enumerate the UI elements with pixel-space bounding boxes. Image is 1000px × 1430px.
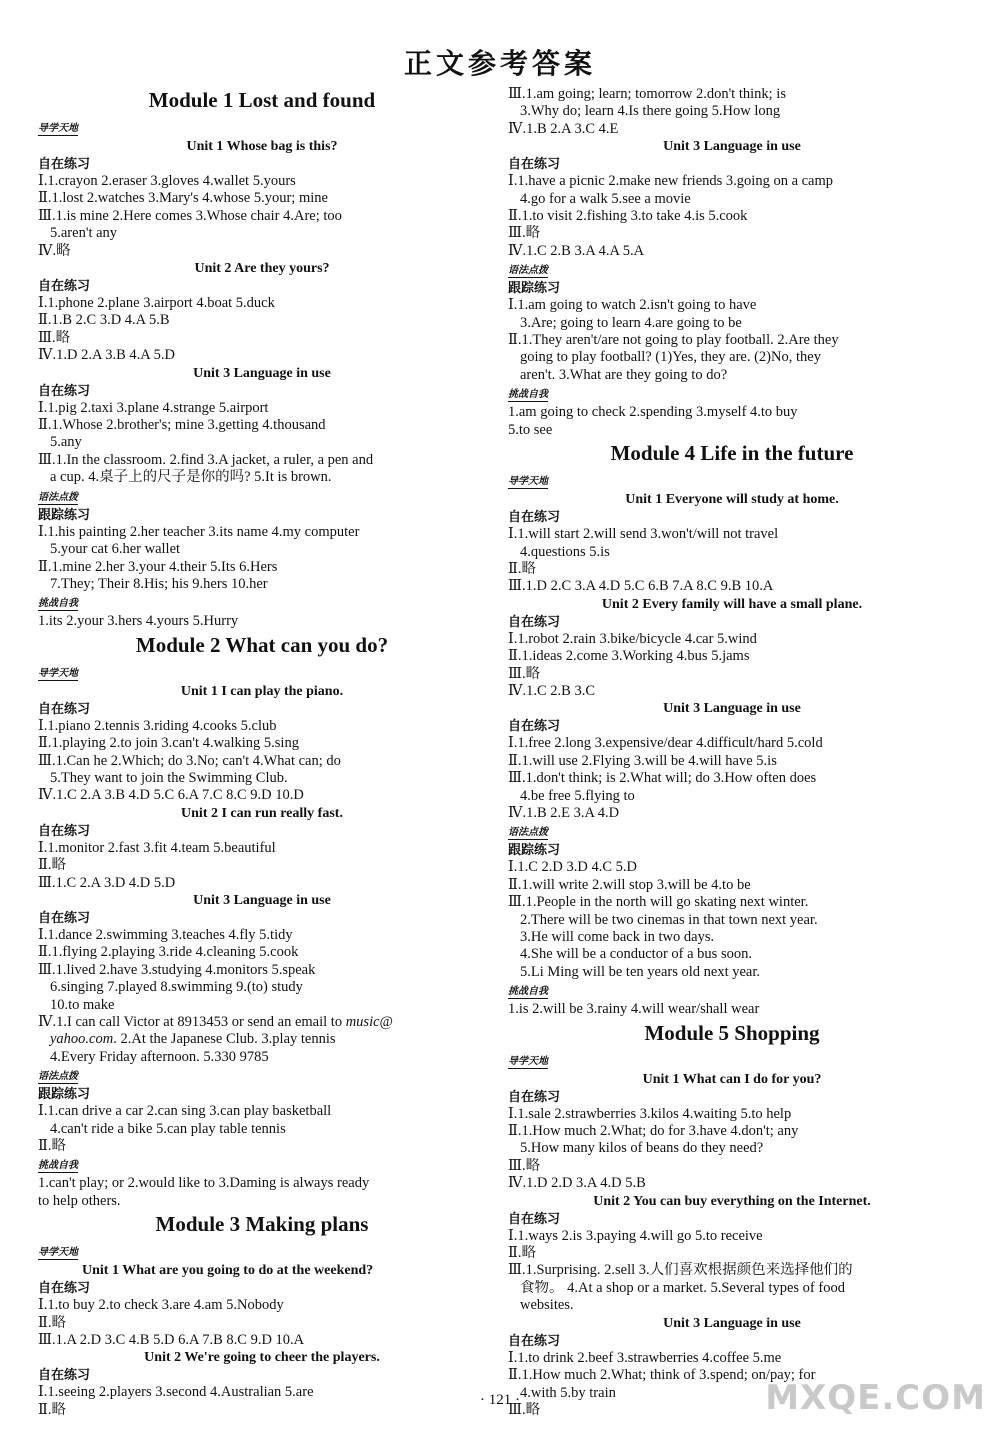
page-number: · 121 · [480,1392,520,1408]
unit-title: Unit 2 Every family will have a small plane. [601,596,863,612]
answer-line: Ⅰ.1.crayon 2.eraser 3.gloves 4.wallet 5.yours [38,173,296,189]
answer-line: 4.go for a walk 5.see a movie [520,190,691,207]
answer-line: Ⅲ.1.C 2.A 3.D 4.D 5.D [38,874,176,891]
answer-line: 3.He will come back in two days. [520,929,715,945]
exercise-heading: 自在练习 [508,157,561,173]
exercise-heading: 自在练习 [508,1333,561,1349]
answer-line: websites. [520,1297,574,1314]
answer-line: Ⅲ.1.don't think; is 2.What will; do 3.How often does [508,770,817,787]
section-label: 导学天地 [508,1055,548,1067]
section-label: 挑战自我 [508,389,548,401]
exercise-heading: 自在练习 [508,510,561,526]
answer-line: Ⅲ.略 [508,1401,541,1418]
page-title: 正文参考答案 [403,47,596,80]
unit-title: Unit 1 I can play the piano. [180,683,344,699]
answer-line: 食物。 4.At a shop or a market. 5.Several types of food [520,1279,845,1296]
watermark-logo: MXQE.COM [765,1378,986,1418]
answer-line: a cup. 4.桌子上的尺子是你的吗? 5.It is brown. [50,469,332,486]
answer-line: Ⅰ.1.his painting 2.her teacher 3.its name 4.my computer [38,523,360,540]
answer-line: Ⅳ.略 [38,242,71,259]
answer-line: Ⅱ.1.flying 2.playing 3.ride 4.cleaning 5.cook [38,944,299,961]
answer-line: Ⅰ.1.am going to watch 2.isn't going to have [508,297,757,314]
answer-text: . 2.At the Japanese Club. 3.play tennis [113,1031,336,1048]
exercise-heading: 自在练习 [508,1211,561,1227]
answer-line: Ⅱ.略 [38,1138,66,1155]
section-label: 导学天地 [508,476,548,488]
exercise-heading: 自在练习 [38,701,91,717]
answer-line: Ⅰ.1.robot 2.rain 3.bike/bicycle 4.car 5.wind [508,630,757,647]
answer-line: Ⅰ.1.have a picnic 2.make new friends 3.going on a camp [508,173,834,190]
section-label: 挑战自我 [508,986,548,998]
unit-title: Unit 2 Are they yours? [194,261,330,277]
exercise-heading: 自在练习 [38,383,91,399]
answer-line: Ⅰ.1.sale 2.strawberries 3.kilos 4.waiting 5.to help [508,1105,792,1122]
section-label: 语法点拨 [38,491,78,503]
answer-line: Ⅲ.略 [508,225,541,242]
module-title: Module 5 Shopping [644,1020,820,1045]
answer-line: Ⅰ.1.C 2.D 3.D 4.C 5.D [508,859,637,876]
answer-line: Ⅳ.1.C 2.B 3.C [508,682,595,699]
answer-line: Ⅲ.1.A 2.D 3.C 4.B 5.D 6.A 7.B 8.C 9.D 10.A [38,1332,305,1349]
unit-title: Unit 3 Language in use [663,139,801,155]
exercise-heading: 自在练习 [508,719,561,735]
unit-title: Unit 3 Language in use [663,1315,801,1331]
answer-line: Ⅲ.1.People in the north will go skating next winter. [508,894,809,911]
answer-line: Ⅰ.1.monitor 2.fast 3.fit 4.team 5.beautiful [38,839,276,856]
answer-line: 4.She will be a conductor of a bus soon. [520,946,752,963]
answer-text: Ⅳ.1.I can call Victor at 8913453 or send an email to [38,1014,346,1030]
exercise-heading: 跟踪练习 [38,1087,91,1103]
email-text: music@ [345,1014,393,1030]
answer-line: Ⅱ.1.ideas 2.come 3.Working 4.bus 5.jams [508,648,750,665]
answer-line: 4.Every Friday afternoon. 5.330 9785 [50,1048,269,1065]
section-label: 导学天地 [38,123,78,134]
answer-line: Ⅲ.1.In the classroom. 2.find 3.A jacket, a ruler, a pen and [38,451,374,468]
section-label: 导学天地 [38,1247,78,1259]
answer-line: 1.can't play; or 2.would like to 3.Daming is always ready [38,1175,370,1192]
section-label: 挑战自我 [38,598,78,610]
answer-line: 10.to make [50,996,115,1013]
module-title: Module 3 Making plans [155,1212,369,1237]
answer-line: Ⅲ.1.Can he 2.Which; do 3.No; can't 4.What can; do [38,752,341,769]
exercise-heading: 自在练习 [508,614,561,630]
answer-line: 4.with 5.by train [520,1384,616,1401]
section-label: 挑战自我 [38,1160,78,1172]
answer-line: Ⅲ.略 [508,665,541,682]
email-text: yahoo.com [50,1031,114,1048]
answer-line: 6.singing 7.played 8.swimming 9.(to) study [50,979,303,996]
right-column [508,86,956,1419]
answer-line: 5.How many kilos of beans do they need? [520,1140,764,1157]
answer-line: Ⅱ.1.will write 2.will stop 3.will be 4.to be [508,876,751,893]
answer-line: Ⅰ.1.can drive a car 2.can sing 3.can play basketball [38,1103,332,1120]
answer-line: 5.Li Ming will be ten years old next year. [520,963,761,980]
answer-line: Ⅲ.1.am going; learn; tomorrow 2.don't think; is [508,86,786,102]
answer-line: Ⅳ.1.D 2.D 3.A 4.D 5.B [508,1175,646,1192]
answer-line: going to play football? (1)Yes, they are. (2)No, they [520,349,821,366]
module-title: Module 2 What can you do? [135,632,389,657]
unit-title: Unit 3 Language in use [193,365,331,381]
answer-line: Ⅱ.略 [508,560,536,577]
answer-line: Ⅱ.1.How much 2.What; do for 3.have 4.don't; any [508,1123,799,1140]
answer-line: Ⅱ.1.to visit 2.fishing 3.to take 4.is 5.cook [508,208,748,225]
answer-line: Ⅰ.1.to drink 2.beef 3.strawberries 4.coffee 5.me [508,1349,782,1366]
answer-line: Ⅲ.略 [38,329,71,346]
answer-line: 5.They want to join the Swimming Club. [50,769,288,786]
answer-line: Ⅳ.1.D 2.A 3.B 4.A 5.D [38,347,175,364]
unit-title: Unit 1 Whose bag is this? [186,139,338,154]
section-label: 语法点拨 [508,827,548,839]
answer-line: Ⅳ.1.B 2.A 3.C 4.E [508,120,619,137]
unit-title: Unit 3 Language in use [663,701,801,717]
answer-line: 1.its 2.your 3.hers 4.yours 5.Hurry [38,613,239,630]
answer-line: Ⅰ.1.seeing 2.players 3.second 4.Australian 5.are [38,1384,314,1401]
answer-line: 1.is 2.will be 3.rainy 4.will wear/shall wear [508,1001,760,1018]
section-label: 语法点拨 [508,265,548,277]
exercise-heading: 跟踪练习 [38,507,91,523]
answer-line: 5.aren't any [50,225,118,242]
exercise-heading: 自在练习 [508,1089,561,1105]
answer-line: Ⅲ.1.D 2.C 3.A 4.D 5.C 6.B 7.A 8.C 9.B 10.A [508,578,774,595]
exercise-heading: 自在练习 [38,1281,91,1297]
exercise-heading: 跟踪练习 [508,281,561,297]
answer-line: 7.They; Their 8.His; his 9.hers 10.her [50,575,268,592]
section-label: 语法点拨 [38,1071,78,1083]
exercise-heading: 自在练习 [38,157,91,172]
left-column [38,86,486,1419]
answer-line: Ⅱ.1.Whose 2.brother's; mine 3.getting 4.thousand [38,417,326,434]
section-label: 导学天地 [38,667,78,679]
answer-line: Ⅱ.略 [38,1401,66,1418]
answer-line: Ⅱ.1.They aren't/are not going to play football. 2.Are they [508,332,839,349]
answer-line: Ⅰ.1.phone 2.plane 3.airport 4.boat 5.duck [38,295,275,312]
answer-line: Ⅰ.1.free 2.long 3.expensive/dear 4.difficult/hard 5.cold [508,735,823,752]
answer-line: Ⅲ.略 [508,1157,541,1174]
answer-line: 4.questions 5.is [520,543,610,560]
unit-title: Unit 1 What are you going to do at the weekend? [82,1263,374,1279]
answer-line: Ⅳ.1.B 2.E 3.A 4.D [508,804,620,821]
answer-line: Ⅱ.略 [508,1245,536,1262]
answer-line: Ⅱ.1.B 2.C 3.D 4.A 5.B [38,312,170,329]
exercise-heading: 自在练习 [38,1368,91,1384]
exercise-heading: 自在练习 [38,823,91,839]
answer-line: Ⅳ.1.C 2.A 3.B 4.D 5.C 6.A 7.C 8.C 9.D 10.D [38,787,304,804]
answer-line: Ⅰ.1.piano 2.tennis 3.riding 4.cooks 5.club [38,717,277,734]
answer-line: Ⅱ.略 [38,857,66,874]
answer-line: Ⅰ.1.to buy 2.to check 3.are 4.am 5.Nobody [38,1297,284,1314]
answer-line: Ⅱ.略 [38,1314,66,1331]
answer-line: Ⅱ.1.playing 2.to join 3.can't 4.walking 5.sing [38,735,299,752]
answer-line: 5.to see [508,421,553,438]
unit-title: Unit 2 I can run really fast. [181,805,343,821]
answer-line: 5.any [50,434,82,451]
exercise-heading: 自在练习 [38,910,91,926]
unit-title: Unit 1 What can I do for you? [642,1071,822,1087]
answer-line: Ⅰ.1.will start 2.will send 3.won't/will not travel [508,526,779,543]
answer-line: Ⅱ.1.mine 2.her 3.your 4.their 5.Its 6.Hers [38,558,278,575]
exercise-heading: 跟踪练习 [508,843,561,859]
answer-line: 5.your cat 6.her wallet [50,541,181,558]
answer-line: Ⅲ.1.is mine 2.Here comes 3.Whose chair 4.Are; too [38,207,342,224]
answer-line: Ⅳ.1.C 2.B 3.A 4.A 5.A [508,242,645,259]
exercise-heading: 自在练习 [38,279,91,295]
answer-line: Ⅰ.1.dance 2.swimming 3.teaches 4.fly 5.tidy [38,926,293,943]
module-title: Module 1 Lost and found [148,88,376,112]
answer-line: Ⅱ.1.How much 2.What; think of 3.spend; on/pay; for [508,1367,816,1384]
answer-line [38,1031,486,1048]
unit-title: Unit 1 Everyone will study at home. [625,492,839,508]
answer-line: Ⅱ.1.lost 2.watches 3.Mary's 4.whose 5.your; mine [38,190,328,207]
module-title: Module 4 Life in the future [610,441,854,466]
answer-line: Ⅱ.1.will use 2.Flying 3.will be 4.will have 5.is [508,752,777,769]
answer-line: Ⅲ.1.lived 2.have 3.studying 4.monitors 5.speak [38,961,316,978]
answer-line: Ⅰ.1.ways 2.is 3.paying 4.will go 5.to receive [508,1227,763,1244]
answer-line [38,1014,486,1031]
unit-title: Unit 3 Language in use [193,892,331,908]
answer-line: 4.be free 5.flying to [520,787,635,804]
answer-line: Ⅲ.1.Surprising. 2.sell 3.人们喜欢根据颜色来选择他们的 [508,1262,853,1279]
answer-line: Ⅰ.1.pig 2.taxi 3.plane 4.strange 5.airport [38,399,269,416]
answer-line: 2.There will be two cinemas in that town next year. [520,911,818,928]
answer-line: to help others. [38,1192,121,1209]
answer-line: 3.Why do; learn 4.Is there going 5.How long [520,103,781,120]
unit-title: Unit 2 We're going to cheer the players. [144,1350,380,1366]
answer-line: 1.am going to check 2.spending 3.myself 4.to buy [508,404,798,421]
unit-title: Unit 2 You can buy everything on the Internet. [593,1193,871,1209]
answer-line: 3.Are; going to learn 4.are going to be [520,314,742,331]
answer-line: 4.can't ride a bike 5.can play table tennis [50,1120,286,1137]
answer-line: aren't. 3.What are they going to do? [520,366,728,383]
